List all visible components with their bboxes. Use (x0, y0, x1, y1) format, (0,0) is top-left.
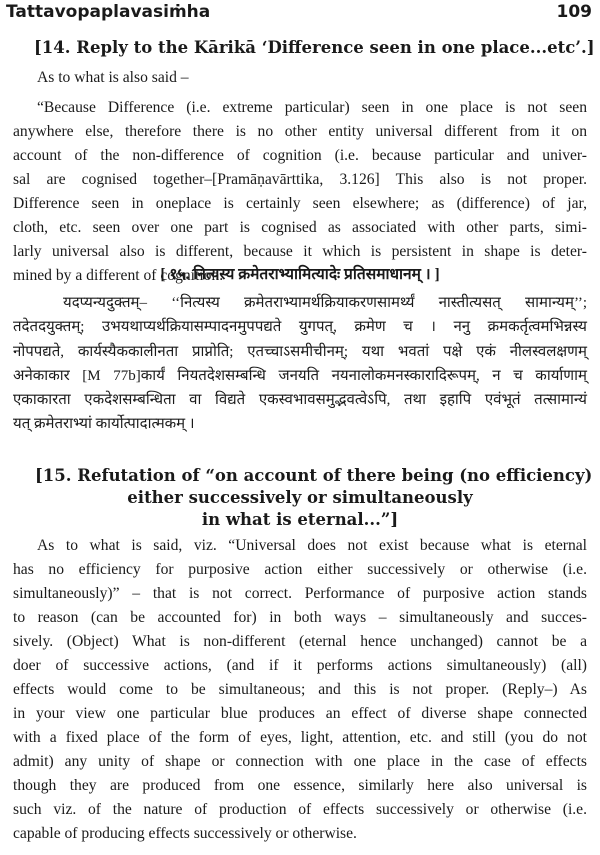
section-14-heading: [14. Reply to the Kārikā ‘Difference seen in one place...etc’.] (34, 38, 595, 57)
section-15-heading-line: [15. Refutation of “on account of there being (no efficiency) (35, 466, 593, 485)
section-14-body (13, 96, 587, 288)
sanskrit-line: यत् क्रमेतराभ्यां कार्योत्पादात्मकम् । (13, 416, 195, 433)
paragraph-line: effects would come to be simultaneous; and this is not proper. (Reply–) As (13, 681, 587, 698)
paragraph-line: As to what is also said – (37, 69, 189, 86)
section-15-heading-line: in what is eternal...”] (201, 510, 399, 529)
paragraph-line: in your view one particular blue produces an effect of diverse shape connected (13, 705, 587, 722)
paragraph-line: doer of successive actions, (and if it performs actions simultaneously) (all) (13, 657, 587, 674)
section-14-intro (37, 66, 587, 90)
page-number: 109 (556, 2, 592, 22)
paragraph-line: admit) any unity of shape or connection with one place in the case of effects (13, 753, 587, 770)
paragraph-line: sively. (Object) What is non-different (eternal hence unchanged) cannot be a (13, 633, 587, 650)
paragraph-line: such viz. of the nature of production of effects successively or otherwise (i.e. (13, 801, 587, 818)
running-title: Tattavopaplavasiṁha (6, 2, 211, 22)
paragraph-line: Difference seen in oneplace is certainly seen elsewhere; as (difference) of jar, (13, 195, 587, 212)
sanskrit-heading: [ १५. नित्यस्य क्रमेतराभ्यामित्यादेः प्रतिसमाधानम् । ] (160, 266, 440, 283)
paragraph-line: simultaneously)” – that is not correct. Performance of purposive action stands (13, 585, 587, 602)
sanskrit-line: यदप्यन्यदुक्तम्– ‘‘नित्यस्य क्रमेतराभ्यामर्थक्रियाकरणसामर्थ्यं नास्तीत्यसत् सामान्यम्’’; (63, 295, 587, 311)
paragraph-line: “Because Difference (i.e. extreme particular) seen in one place is not seen (37, 99, 587, 116)
paragraph-line: with a fixed place of the form of eyes, light, attention, etc. and still (you do not (13, 729, 587, 746)
paragraph-line: As to what is said, viz. “Universal does not exist because what is eternal (37, 537, 587, 554)
section-14 (34, 37, 595, 59)
paragraph-line: cloth, etc. seen over one part is cognised as associated with other parts, simi- (13, 219, 587, 236)
section-15-body (13, 534, 587, 846)
sanskrit-line: नोपपद्यते, कार्यस्यैककालीनता प्राप्नोति; एतच्चाऽसमीचीनम्; यथा भवतां पक्षे एकं नीलस्वलक्षणम् (13, 343, 587, 360)
paragraph-line: to reason (can be accounted for) in both ways – simultaneously and succes- (13, 609, 587, 626)
section-15-heading-line: either successively or simultaneously (127, 488, 473, 507)
section-15-heading (13, 465, 593, 531)
paragraph-line: mined by a different of cognition. (13, 267, 224, 284)
sanskrit-line: अनेकाकार [M 77b]कार्यं नियतदेशसम्बन्धि जनयति नयनालोकमनस्कारादिरूपम्, न च कार्याणाम् (13, 367, 587, 384)
paragraph-line: though they are produced from one essence, similarly here also universal is (13, 777, 587, 794)
sanskrit-section-15 (13, 263, 587, 437)
sanskrit-line: एकाकारता एकदेशसम्बन्धिता वा विद्यते एकस्वभावसमुद्भवत्वेऽपि, तथा इहापि एवंभूतं तत्सामान्यं (13, 392, 587, 409)
paragraph-line: account of the non-difference of cognition (i.e. because particular and univer- (13, 147, 587, 164)
paragraph-line: has no efficiency for purposive action either successively or otherwise (i.e. (13, 561, 587, 578)
sanskrit-line: तदेतदयुक्तम्; उभयथाप्यर्थक्रियासम्पादनमुपपद्यते युगपत्, क्रमेण च । ननु क्रमकर्तृत्वमभिन्नस्य (13, 319, 587, 336)
paragraph-line: capable of producing effects successively or otherwise. (13, 825, 357, 842)
paragraph-line: anywhere else, therefore there is no other entity universal different from it on (13, 123, 587, 140)
paragraph-line: larly universal also is different, because it which is persistent in shape is deter- (13, 243, 587, 260)
paragraph-line: sal are cognised together–[Pramāṇavārttika, 3.126] This also is not proper. (13, 171, 587, 188)
